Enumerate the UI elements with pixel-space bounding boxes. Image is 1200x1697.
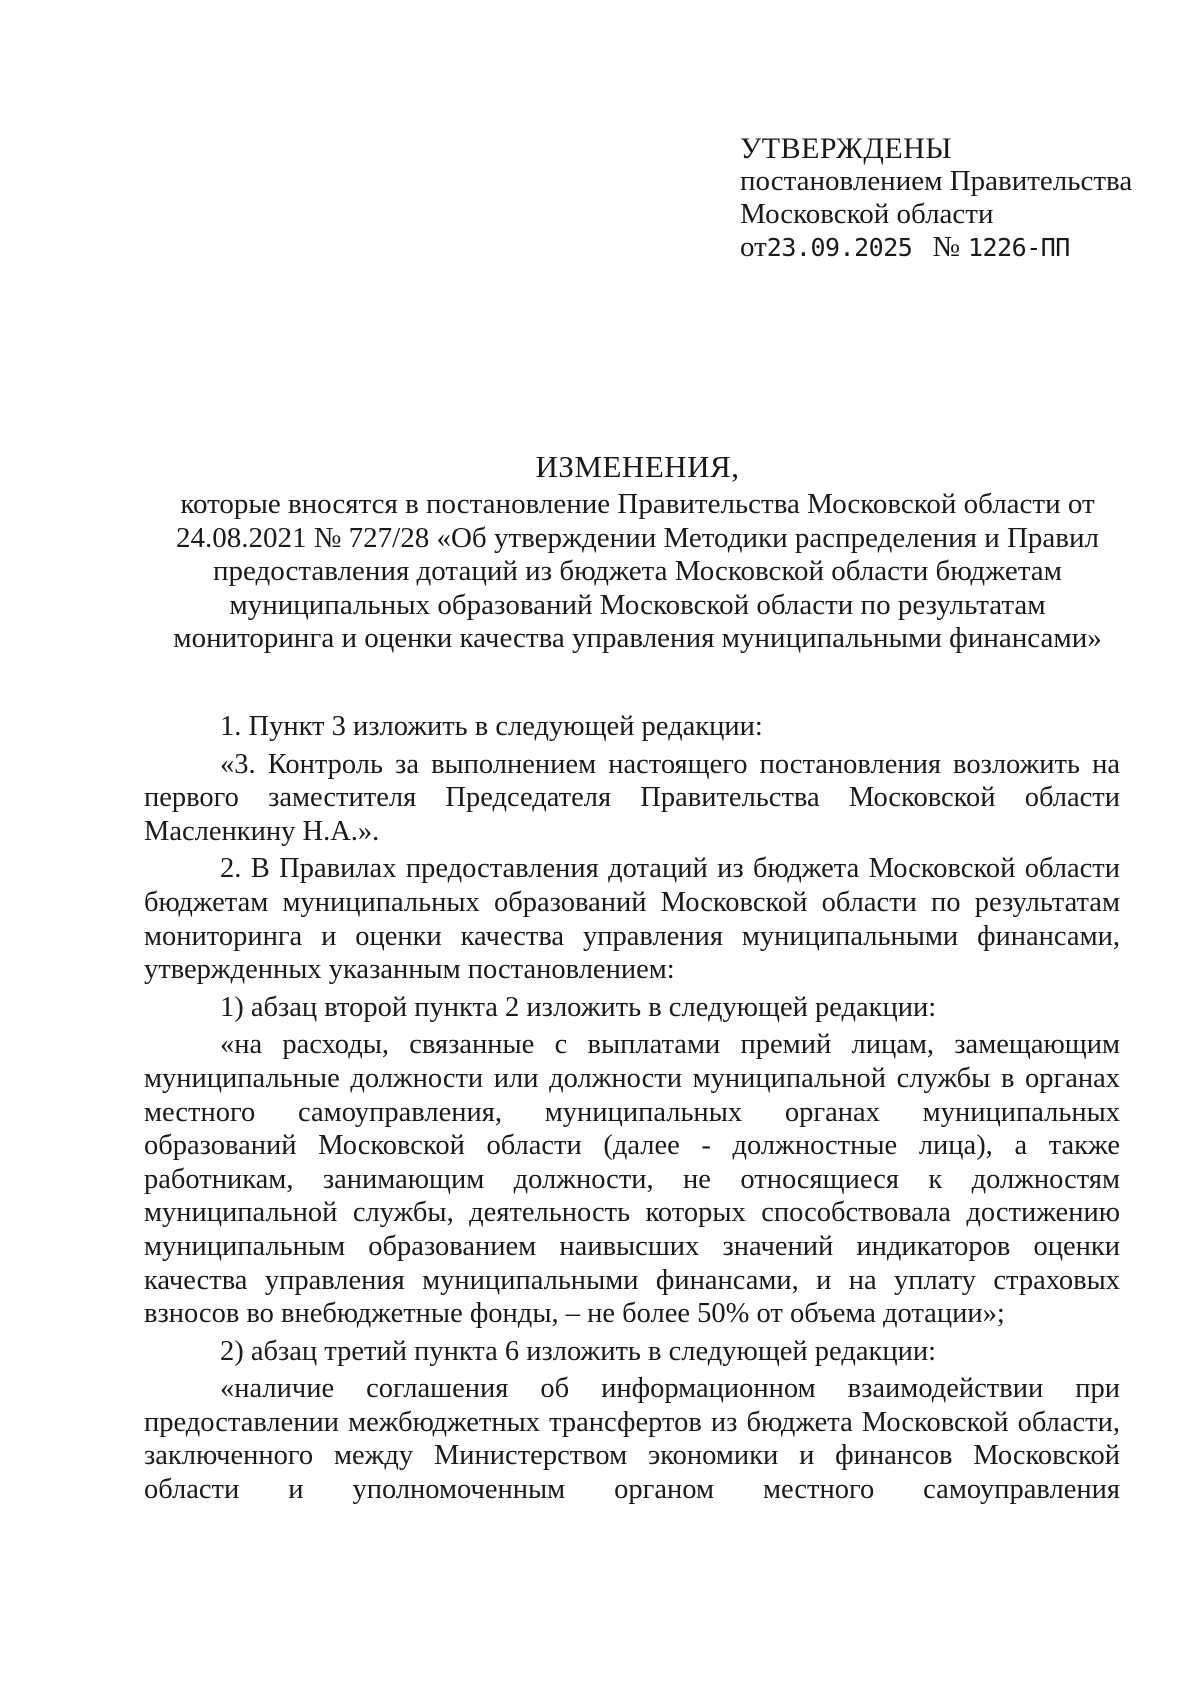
document-title-block bbox=[150, 448, 1125, 656]
document-subtitle: которые вносятся в постановление Правительства Московской области от 24.08.2021 № 727/28 «Об утверждении Методики распределения и Правил предоставления дотаций из бюджета Московской области бюджетам муниципальных образований Московской области по результатам мониторинга и оценки качества управления муниципальными финансами» bbox=[173, 488, 1102, 654]
approval-date-line bbox=[740, 231, 1160, 264]
paragraph-3: 2. В Правилах предоставления дотаций из бюджета Московской области бюджетам муниципальных образований Московской области по результатам мониторинга и оценки качества управления муниципальными финансами, утвержденных указанным постановлением: bbox=[144, 853, 1120, 986]
number-sign: № bbox=[932, 231, 960, 263]
paragraph-7: «наличие соглашения об информационном взаимодействии при предоставлении межбюджетных трансфертов из бюджета Московской области, заключенного между Министерством экономики и финансов Московской области и уполномоченным органом местного самоуправления bbox=[144, 1373, 1120, 1506]
approved-heading: УТВЕРЖДЕНЫ bbox=[740, 132, 953, 165]
approval-line-2: Московской области bbox=[740, 198, 994, 230]
approval-line-1: постановлением Правительства bbox=[740, 165, 1133, 197]
paragraph-6: 2) абзац третий пункта 6 изложить в следующей редакции: bbox=[220, 1335, 936, 1367]
document-number: 1226-ПП bbox=[967, 233, 1070, 262]
paragraph-1: 1. Пункт 3 изложить в следующей редакции: bbox=[220, 711, 763, 742]
date-prefix: от bbox=[740, 231, 767, 263]
document-body bbox=[144, 710, 1120, 1511]
paragraph-4: 1) абзац второй пункта 2 изложить в следующей редакции: bbox=[220, 991, 937, 1023]
date-value: 23.09.2025 bbox=[766, 233, 913, 262]
paragraph-5: «на расходы, связанные с выплатами премий лицам, замещающим муниципальные должности или должности муниципальной службы в органах местного самоуправления, муниципальных органах муниципальных образований Московской области (далее - должностные лица), а также работникам, занимающим должности, не относящиеся к должностям муниципальной службы, деятельность которых способствовала достижению муниципальным образованием наивысших значений индикаторов оценки качества управления муниципальными финансами, и на уплату страховых взносов во внебюджетные фонды, – не более 50% от объема дотации»; bbox=[144, 1029, 1120, 1330]
approval-stamp-block bbox=[740, 132, 1160, 264]
paragraph-2: «3. Контроль за выполнением настоящего постановления возложить на первого заместителя Председателя Правительства Московской области Масленкину Н.А.». bbox=[144, 748, 1120, 847]
document-title: ИЗМЕНЕНИЯ, bbox=[535, 449, 740, 484]
